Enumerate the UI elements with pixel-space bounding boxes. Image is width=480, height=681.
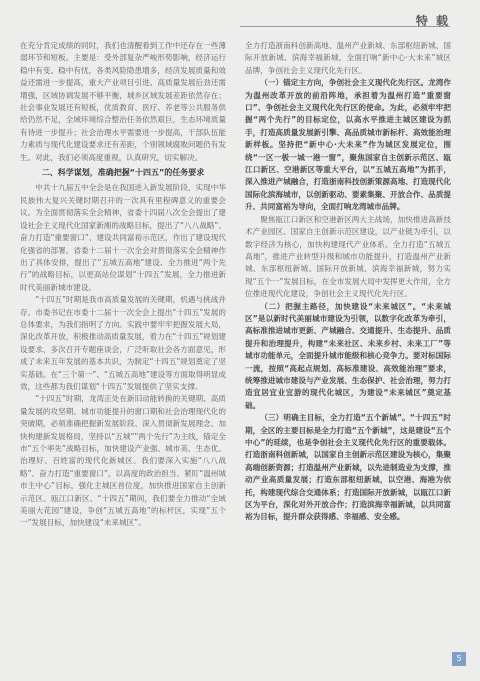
paragraph: （一）锚定主方向，争创社会主义现代化先行区。龙湾作为温州改革开放的前沿阵地，承担着为温州打造“重要窗口”、争创社会主义现代化先行区的使命。为此，必须牢牢把握“两个先行”的目标定位，以高水平推进主城区建设为抓手，打造高质量发展新引擎、高品质城市新标杆、高效能治理新样板。坚持把“新中心·大未来”作为城区发展定位，围绕“一区一极一城一港一窗”，聚焦国家自主创新示范区、瓯江口新区、空港新区等重大平台，以“五城五高地”为抓手，深入推进产城融合，打造浙南科技创新策源高地、打造现代化国际化滨海城市，以创新驱动、要素集聚、开放合作、品质提升、共同富裕为导向，全面打响龙湾城市品牌。 xyxy=(245,78,451,212)
paragraph: （三）明确主目标，全力打造“五个新城”。“十四五”时期，全区的主要目标是全力打造“五个新城”，这是建设“五个中心”的延续，也是争创社会主义现代化先行区的重要载体。打造浙南科创新城，以国家自主创新示范区建设为核心，集聚高端创新资源；打造温州产业新城，以先进制造业为支撑，推动产业高质量发展；打造东部枢纽新城，以空港、海港为依托，构建现代综合交通体系；打造国际开放新城，以瓯江口新区为平台，深化对外开放合作；打造滨海幸福新城，以共同富裕为目标，提升群众获得感、幸福感、安全感。 xyxy=(245,413,451,522)
right-column xyxy=(245,40,451,524)
paragraph: 聚焦瓯江口新区和空港新区两大主战场，加快推进高新技术产业园区、国家自主创新示范区建设，以产业链为牵引，以数字经济为核心，加快构建现代产业体系。全力打造“五城五高地”，推进产业转型升级和城市功能提升，打造温州产业新城、东部枢纽新城、国际开放新城、滨海幸福新城，努力实现“五个一”发展目标，在全市发展大局中发挥更大作用，全方位推进现代化建设，争创社会主义现代化先行区。 xyxy=(245,214,451,299)
section-heading: 二、科学谋划，准确把握“十四五”的任务要求 xyxy=(41,168,205,178)
left-column xyxy=(20,40,226,530)
paragraph: 全力打造浙南科创新高地、温州产业新城、东部枢纽新城、国际开放新城、滨海幸福新城，全面打响“新中心·大未来”城区品牌，争创社会主义现代化先行区。 xyxy=(245,41,451,75)
page-number: 5 xyxy=(452,652,466,666)
paragraph: 中共十九届五中全会是在我国进入新发展阶段、实现中华民族伟大复兴关键时期召开的一次具有里程碑意义的重要会议。为全面贯彻落实全会精神，省委十四届八次全会提出了建设社会主义现代化国家新湘的战略目标，提出了“八八战略”、奋力打造“重要窗口”、建设共同富裕示范区，作出了建设现代化强省的部署。省委十二届十一次全会对贯彻落实全会精神作出了具体安排，提出了“五城五高地”建设、全力推进“两个先行”的战略目标，以更高站位谋划“十四五”发展，全力推进新时代美丽新城市建设。 xyxy=(20,183,226,292)
paragraph: “十四五”时期，龙湾正处在新旧动能转换的关键期、高质量发展的攻坚期、城市功能提升的窗口期和社会治理现代化的突破期，必须准确把握新发展阶段、深入贯彻新发展理念、加快构建新发展格局，坚持以“五城”“两个先行”为主线，锚定全市“五个率先”战略目标，加快建设产业强、城市美、生态优、治理好、百姓富的现代化新城区。我们要深入实施“八八战略”、奋力打造“重要窗口”，以高度的政治担当、紧盯“温州城市主中心”目标，强化主城区首位度，加快推进国家自主创新示范区、瓯江口新区、“十四五”期间，我们要全力推动“全域美丽大花园”建设，争创“五城五高地”的标杆区，实现“五个一”发展目标，加快建设“未来城区”。 xyxy=(20,394,226,528)
section-label: 特 载 xyxy=(415,14,450,28)
paragraph: （二）把握主路径，加快建设“未来城区”。“未来城区”是以新时代美丽城市建设为引领，以数字化改革为牵引，高标准推进城市更新、产城融合、交通提升、生态提升、品质提升和治理提升，构建“未来社区、未来乡村、未来工厂”等城市功能单元，全面提升城市能级和核心竞争力。要对标国际一流，按照“高起点规划、高标准建设、高效能治理”要求，统筹推进城市建设与产业发展、生态保护、社会治理，努力打造宜居宜业宜游的现代化城区，为建设“未来城区”奠定基础。 xyxy=(245,301,451,410)
paragraph: 在充分肯定成绩的同时，我们也清醒看到工作中还存在一些薄弱环节和短板。主要是：受外部复杂严峻形势影响，经济运行稳中有变、稳中有忧，各类风险隐患增多，经济发展质量和效益还需进一步提高，重大产业项目引进、高质量发展后劲还需增强，区域协调发展不够平衡，城乡区域发展差距依然存在；社会事业发展还有短板，优质教育、医疗、养老等公共服务供给仍然不足，全域环境综合整治任务依然艰巨，生态环境质量有待进一步提升；社会治理水平需要进一步提高，干部队伍能力素质与现代化建设要求还有差距，个别领域腐败问题仍有发生。对此，我们必须高度重视，认真研究，切实解决。 xyxy=(20,41,226,162)
paragraph: “十四五”时期是我市高质量发展的关键期，机遇与挑战并存。市委书记在市委十二届十一次全会上提出“十四五”发展的总体要求，为我们指明了方向。实践中要牢牢把握发展大局，深化改革开放，积极推动高质量发展，着力在“十四五”规划建设要求、多次召开专题座谈会，广泛听取社会各方面意见，形成了未来五年发展的基本共识，为制定“十四五”规划奠定了坚实基础。在“三个第一”、“五城五高地”建设等方面取得明显成效，这些都为我们谋划“十四五”发展提供了坚实支撑。 xyxy=(20,295,226,391)
